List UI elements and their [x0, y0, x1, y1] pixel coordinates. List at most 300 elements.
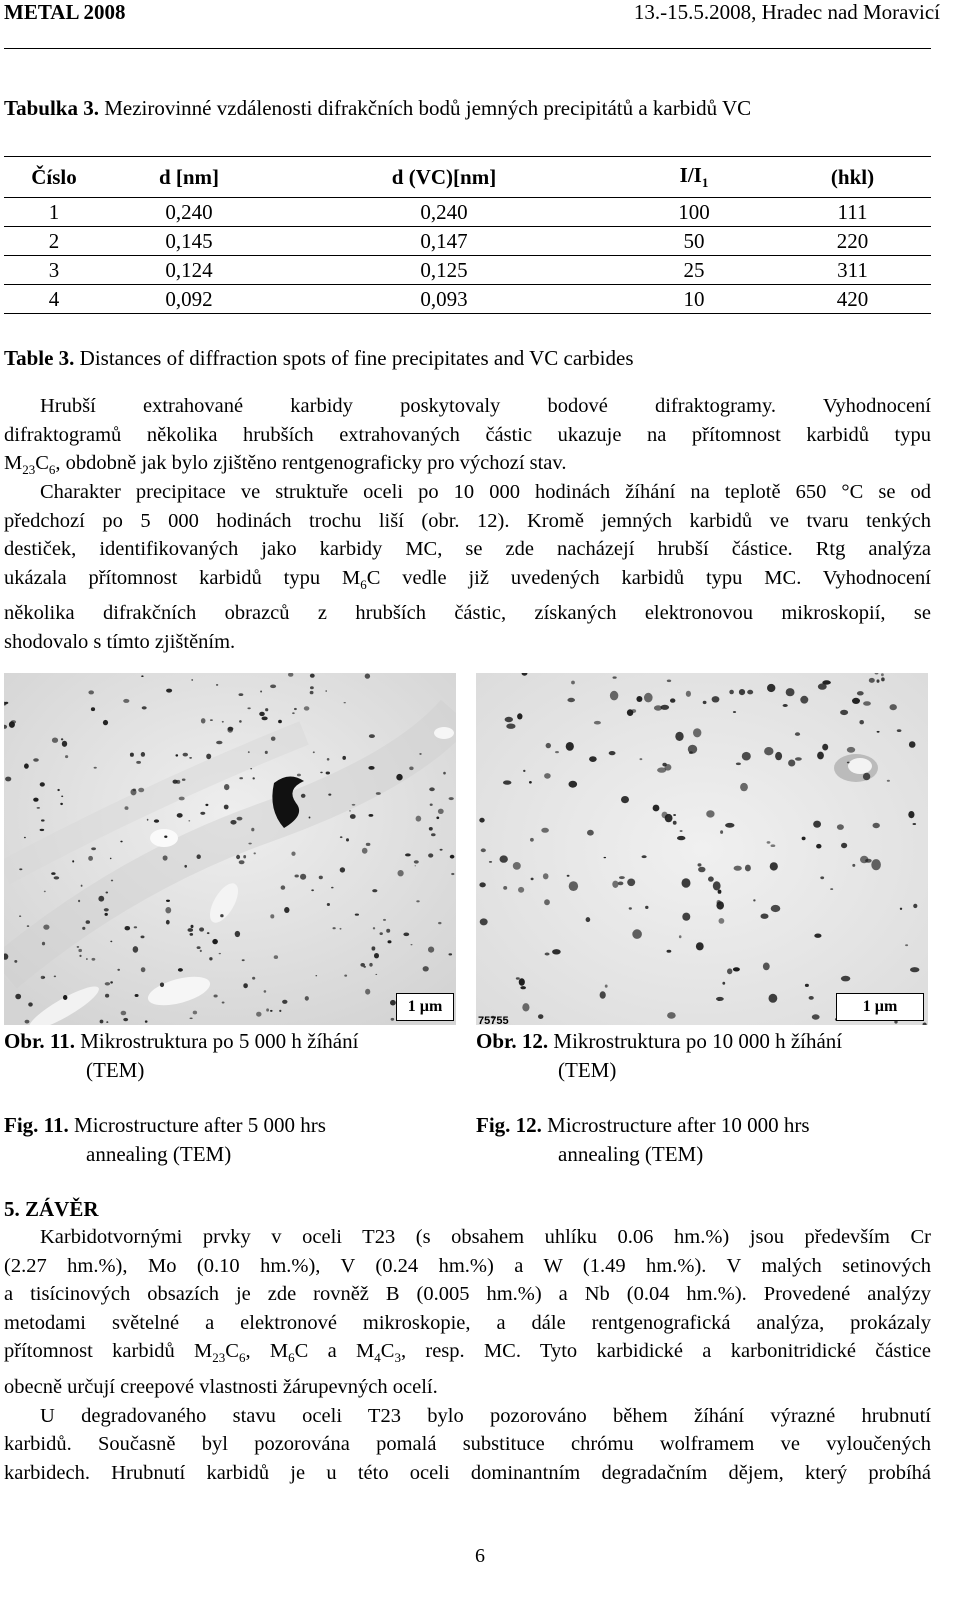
paragraph-line: několika difrakčních obrazců z hrubších částic, získaných elektronovou mikroskopií, se [4, 602, 931, 625]
table-caption-cz-label: Tabulka 3. [4, 96, 99, 120]
particle [316, 975, 318, 976]
particle [310, 674, 315, 678]
particle [375, 974, 377, 975]
particle [54, 876, 60, 879]
paragraph-line [4, 1337, 931, 1373]
particle [538, 1014, 543, 1019]
particle [200, 950, 202, 952]
particle [372, 946, 376, 950]
particle [182, 779, 186, 781]
particle [673, 814, 676, 816]
particle [865, 859, 872, 863]
particle [679, 935, 682, 938]
particle [368, 766, 374, 770]
particle [190, 1018, 193, 1020]
paragraph-conclusion [4, 1223, 931, 1487]
particle [86, 920, 90, 924]
page-number: 6 [475, 1545, 485, 1567]
particle [569, 881, 578, 891]
particle [106, 1021, 108, 1023]
particle [430, 804, 433, 806]
particle [734, 866, 742, 871]
particle [736, 763, 741, 766]
fig12-cz-text: Mikrostruktura po 10 000 h žíhání [548, 1029, 843, 1053]
particle [305, 996, 309, 1001]
particle [589, 756, 597, 762]
particle [242, 959, 245, 961]
table-row [4, 227, 931, 256]
particle [147, 819, 149, 821]
formula-sub: 23 [22, 462, 36, 478]
particle [224, 805, 229, 810]
particle [720, 830, 723, 834]
particle [436, 817, 439, 820]
particle [610, 691, 618, 701]
particle [500, 855, 508, 862]
particle [522, 1003, 529, 1011]
particle [479, 882, 485, 887]
particle [450, 855, 455, 859]
particle [362, 848, 368, 854]
header-left: METAL 2008 [4, 0, 126, 24]
particle [428, 853, 433, 857]
particle [841, 843, 847, 848]
particle [86, 958, 88, 960]
particle [822, 744, 828, 751]
formula-sub: 6 [238, 1350, 246, 1366]
particle [380, 932, 383, 935]
fig11-en-text: Microstructure after 5 000 hrs [68, 1113, 326, 1137]
micrograph-fig11-image [4, 673, 456, 1025]
particle [871, 859, 881, 870]
particle [909, 741, 916, 748]
fig12-cz-label: Obr. 12. [476, 1029, 549, 1053]
paragraph-line: Charakter precipitace ve struktuře oceli po 10 000 hodinách žíhání na teplotě 650 °C se od [40, 481, 931, 503]
particle [416, 900, 419, 902]
particle [416, 816, 422, 822]
table-cell: 4 [4, 285, 104, 314]
particle [173, 780, 178, 784]
particle [675, 732, 683, 741]
particle [282, 1000, 287, 1004]
particle [847, 747, 855, 753]
particle [212, 939, 218, 944]
particle [645, 906, 648, 909]
paragraph-line [4, 564, 931, 600]
particle [247, 707, 250, 709]
table-caption-en-label: Table 3. [4, 346, 75, 370]
particle [428, 947, 434, 953]
paragraph-line: (2.27 hm.%), Mo (0.10 hm.%), V (0.24 hm.%) a W (1.49 hm.%). V malých setinových [4, 1254, 931, 1277]
particle [391, 1018, 395, 1021]
particle [686, 691, 691, 697]
particle [800, 696, 808, 704]
particle [235, 931, 240, 937]
particle [718, 890, 722, 894]
particle [300, 874, 306, 880]
particle [631, 709, 636, 713]
particle [9, 721, 15, 728]
image-number-fig12: 75755 [478, 1015, 509, 1025]
particle [717, 900, 721, 905]
particle [873, 823, 880, 828]
formula-sub: 6 [288, 1350, 295, 1366]
particle [636, 696, 642, 702]
particle [887, 780, 890, 782]
particle [429, 787, 435, 791]
paragraph-line: předchozí po 5 000 hodinách trochu liší (obr. 12). Kromě jemných karbidů ve tvaru tenkých [4, 509, 931, 532]
particle [178, 968, 183, 972]
particle [530, 838, 534, 842]
particle [72, 860, 74, 862]
particle [840, 710, 848, 715]
particle [451, 873, 454, 875]
formula-sub: 3 [394, 1350, 401, 1366]
particle [243, 983, 248, 988]
particle [677, 836, 685, 840]
particle [259, 712, 265, 716]
particle [278, 720, 282, 724]
particle [383, 919, 386, 921]
particle [44, 891, 46, 893]
particle [134, 926, 137, 928]
particle [105, 913, 108, 916]
particle [63, 995, 67, 1000]
table-cell: 0,240 [274, 198, 614, 227]
particle [881, 673, 884, 676]
table-cell: 111 [774, 198, 931, 227]
particle [662, 763, 666, 767]
particle [373, 927, 375, 929]
table-cell: 25 [614, 256, 774, 285]
particle [817, 752, 824, 760]
particle [449, 797, 454, 800]
particle [43, 925, 49, 930]
particle [555, 751, 559, 753]
table-cell: 0,147 [274, 227, 614, 256]
particle [266, 1008, 269, 1011]
particle [248, 843, 251, 845]
particle [409, 767, 413, 771]
table-cell: 0,124 [104, 256, 274, 285]
particle [320, 772, 323, 774]
particle [688, 745, 697, 754]
particle [40, 782, 45, 786]
particle [209, 957, 212, 960]
particle [640, 758, 643, 760]
particle [696, 942, 704, 950]
particle [248, 751, 250, 753]
particle [376, 792, 381, 795]
particle [374, 953, 379, 958]
particle [516, 977, 520, 979]
particle [19, 868, 22, 870]
particle [857, 691, 864, 695]
particle [812, 1014, 820, 1019]
particle [552, 949, 561, 954]
particle [480, 918, 488, 925]
particle [301, 794, 306, 798]
particle [438, 809, 444, 814]
particle [304, 706, 310, 710]
particle [270, 1010, 273, 1012]
particle [809, 996, 814, 1000]
particle [110, 858, 112, 860]
particle [795, 757, 802, 760]
particle [27, 925, 30, 927]
particle [281, 885, 286, 889]
particle [369, 734, 375, 738]
particle [319, 876, 323, 880]
particle [621, 796, 629, 803]
particle [239, 777, 243, 779]
particle [106, 892, 109, 894]
particle [201, 718, 206, 723]
particle [403, 933, 409, 937]
particle [438, 922, 441, 924]
table-cell: 0,145 [104, 227, 274, 256]
fig11-caption-cz [4, 1027, 358, 1085]
col-header-intensity-main: I/I [679, 162, 702, 187]
particle [718, 999, 721, 1001]
particle [739, 689, 745, 695]
particle [191, 925, 194, 928]
particle [667, 680, 671, 683]
particle [479, 818, 484, 823]
particle [121, 1011, 127, 1016]
particle [205, 804, 208, 806]
particle [670, 698, 675, 702]
particle [54, 976, 56, 978]
particle [51, 872, 55, 875]
particle [65, 755, 68, 758]
particle [41, 976, 45, 979]
particle [200, 812, 205, 815]
particle [92, 958, 96, 961]
particle [82, 927, 85, 930]
col-header-intensity [614, 157, 774, 198]
particle [386, 929, 390, 933]
fig11-en-label: Fig. 11. [4, 1113, 69, 1137]
particle [411, 944, 413, 945]
particle [340, 928, 342, 930]
particle [449, 953, 453, 955]
particle [587, 830, 594, 836]
particle [372, 889, 377, 892]
particle [222, 721, 224, 723]
particle [133, 946, 139, 953]
formula-sub: 4 [374, 1350, 381, 1366]
particle [722, 982, 725, 985]
particle [398, 870, 404, 876]
particle [327, 758, 330, 761]
particle [327, 903, 330, 906]
particle [28, 1002, 33, 1006]
particle [311, 889, 314, 891]
particle [841, 976, 850, 982]
particle [33, 758, 39, 761]
particle [256, 1012, 261, 1017]
formula-part: C [225, 1340, 239, 1363]
particle [506, 724, 515, 729]
particle [877, 731, 880, 733]
particle [340, 836, 343, 838]
particle [154, 819, 159, 822]
particle [900, 908, 902, 910]
particle [239, 693, 244, 696]
particle [571, 681, 575, 685]
table-caption-cz [4, 96, 751, 121]
paragraph-line: U degradovaného stavu oceli T23 bylo pozorováno během žíhání výrazné hrubnutí [40, 1404, 931, 1427]
particle [771, 905, 781, 912]
formula-part: C a M [294, 1340, 375, 1363]
particle [254, 852, 256, 854]
particle [419, 753, 421, 754]
particle [365, 989, 370, 995]
table-cell: 1 [4, 198, 104, 227]
particle [206, 754, 211, 760]
particle [37, 807, 40, 809]
particle [264, 990, 267, 993]
particle [166, 689, 172, 693]
particle [197, 854, 201, 859]
particle [325, 690, 327, 692]
particle [342, 756, 346, 760]
fig12-cz-text2: (TEM) [558, 1058, 617, 1082]
particle [813, 821, 821, 828]
particle [166, 920, 170, 925]
particle [890, 704, 897, 710]
particle [333, 927, 336, 929]
particle [619, 876, 625, 879]
particle [431, 833, 436, 836]
table-row [4, 198, 931, 227]
particle [350, 814, 356, 819]
particle [166, 900, 170, 902]
table-cell: 3 [4, 256, 104, 285]
particle [747, 690, 753, 695]
particle [520, 986, 526, 989]
particle [908, 811, 914, 818]
particle [805, 984, 809, 987]
particle [682, 913, 690, 921]
fig11-cz-text: Mikrostruktura po 5 000 h žíhání [75, 1029, 359, 1053]
particle [222, 1002, 225, 1004]
table-cell: 220 [774, 227, 931, 256]
particle [544, 773, 551, 779]
particle [725, 823, 734, 828]
particle [188, 820, 190, 821]
scale-bar-fig11: 1 µm [396, 993, 454, 1021]
particle [869, 678, 875, 683]
particle [190, 933, 194, 936]
micrograph-fig12 [476, 673, 928, 1025]
particle [25, 1020, 30, 1024]
particle [250, 768, 252, 769]
particle [740, 783, 748, 791]
particle [733, 711, 736, 713]
table-cell: 0,093 [274, 285, 614, 314]
particle [802, 837, 806, 841]
particle [852, 864, 855, 867]
fig11-en-text2: annealing (TEM) [86, 1142, 232, 1166]
particle [176, 754, 179, 756]
particle [135, 994, 139, 997]
particle [326, 772, 330, 775]
table-cell: 420 [774, 285, 931, 314]
particle [767, 841, 771, 844]
col-header-d: d [nm] [104, 157, 274, 198]
particle [644, 693, 653, 703]
particle [24, 763, 29, 768]
particle [138, 788, 144, 793]
particle [708, 876, 714, 881]
particle [271, 737, 276, 741]
particle [141, 752, 145, 757]
particle [19, 916, 21, 917]
particle [125, 926, 131, 930]
particle [783, 704, 788, 707]
paragraph-line: shodovalo s tímto zjištěním. [4, 631, 236, 654]
formula-part: C [35, 452, 49, 475]
particle [142, 706, 147, 709]
particle [771, 844, 776, 847]
particle [745, 865, 751, 872]
fig11-cz-label: Obr. 11. [4, 1029, 75, 1053]
text-part: ukázala přítomnost karbidů typu M [4, 566, 361, 589]
scale-bar-fig12: 1 µm [836, 993, 924, 1021]
table-cell: 0,240 [104, 198, 274, 227]
col-header-cislo: Číslo [4, 157, 104, 198]
particle [188, 928, 194, 932]
particle [133, 789, 136, 792]
fig12-en-text2: annealing (TEM) [558, 1142, 704, 1166]
table-caption-cz-text: Mezirovinné vzdálenosti difrakčních bodů jemných precipitátů a karbidů VC [98, 96, 752, 120]
particle [761, 914, 769, 919]
particle [123, 1018, 128, 1021]
particle [905, 944, 908, 946]
particle [847, 762, 850, 764]
particle [103, 720, 108, 725]
particle [33, 798, 38, 802]
particle [165, 907, 171, 913]
table-cell: 100 [614, 198, 774, 227]
particle [503, 780, 511, 784]
particle [199, 927, 204, 931]
particle [274, 955, 278, 959]
particle [667, 950, 672, 953]
particle [136, 761, 141, 764]
particle [523, 770, 525, 772]
particle [363, 966, 366, 968]
particle [529, 781, 532, 784]
paragraph-line: karbidů. Současně byl pozorována pomalá substituce chrómu wolframem ve vyloučených [4, 1433, 931, 1456]
paragraph-2 [4, 478, 931, 657]
particle [265, 708, 268, 711]
particle [328, 794, 331, 796]
particle [291, 852, 295, 856]
particle [163, 855, 168, 860]
particle [897, 729, 902, 732]
formula-part: C [380, 1340, 395, 1363]
particle [5, 777, 11, 782]
particle [191, 679, 193, 680]
table-cell: 2 [4, 227, 104, 256]
particle [613, 676, 617, 678]
particle [662, 812, 668, 819]
particle [88, 690, 94, 694]
particle [352, 804, 356, 806]
